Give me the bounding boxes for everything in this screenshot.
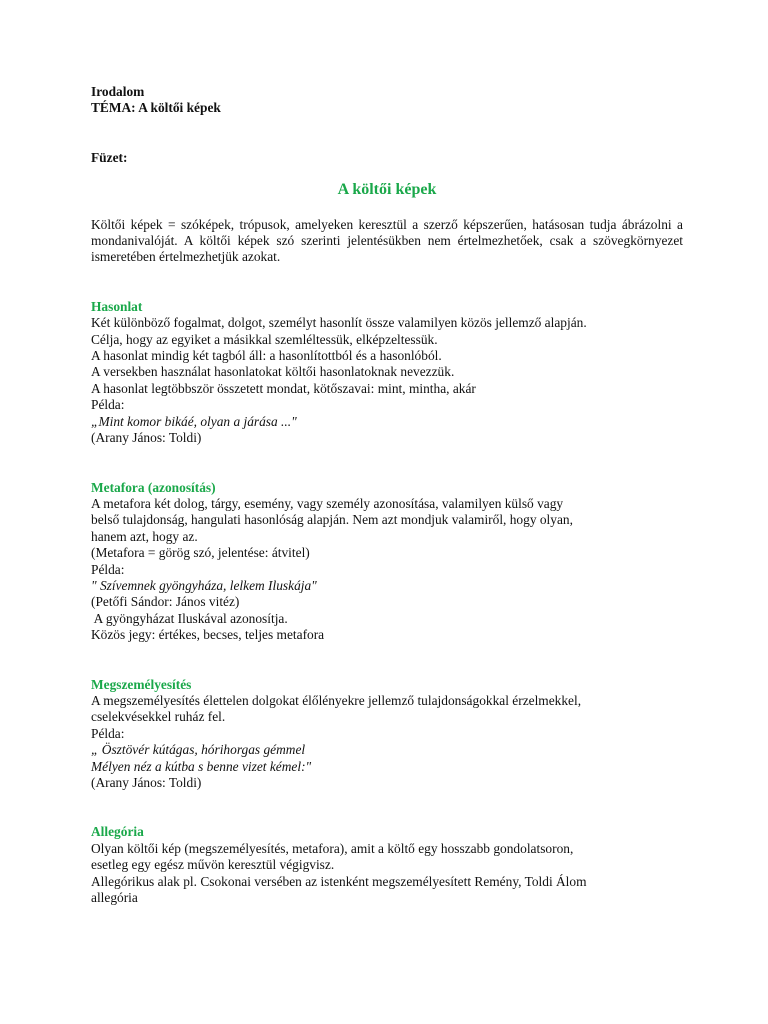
text-line: allegória — [91, 890, 138, 906]
quote-source: (Petőfi Sándor: János vitéz) — [91, 594, 240, 610]
text-line: A gyöngyházat Iluskával azonosítja. — [91, 610, 288, 626]
text-line: Célja, hogy az egyiket a másikkal szemléltessük, elképzeltessük. — [91, 331, 438, 347]
text-line: hanem azt, hogy az. — [91, 528, 198, 544]
spacer — [91, 117, 683, 150]
text-line: Allegórikus alak pl. Csokonai versében az istenként megszemélyesített Remény, Toldi Álom — [91, 873, 587, 889]
intro-paragraph: Költői képek = szóképek, trópusok, amelyeken keresztül a szerző képszerűen, hatásosan tudja ábrázolni a mondanivalóját. A költői képek szó szerinti jelentésükben nem értelmezhetőek, csak a szövegkörnyezet ismeretében értelmezhetjük azokat. — [91, 216, 683, 265]
quote-line: „Mint komor bikáé, olyan a járása ..." — [91, 413, 297, 429]
document-title: A költői képek — [337, 181, 437, 199]
text-line: A hasonlat mindig két tagból áll: a hasonlítottból és a hasonlóból. — [91, 348, 442, 364]
section-megszemelyesites — [91, 677, 683, 792]
quote-source: (Arany János: Toldi) — [91, 775, 202, 790]
example-label: Példa: — [91, 397, 125, 413]
quote-line: „ Ösztövér kútágas, hórihorgas gémmel — [91, 742, 306, 758]
example-label: Példa: — [91, 561, 125, 577]
section-heading: Megszemélyesítés — [91, 676, 192, 692]
section-metafora — [91, 480, 683, 644]
section-hasonlat — [91, 299, 683, 447]
text-line: Közös jegy: értékes, becses, teljes metafora — [91, 627, 325, 643]
notebook-label: Füzet: — [91, 149, 128, 165]
text-line: A metafora két dolog, tárgy, esemény, vagy személy azonosítása, valamilyen külső vagy — [91, 495, 564, 511]
text-line: Olyan költői kép (megszemélyesítés, metafora), amit a költő egy hosszabb gondolatsoron, — [91, 840, 574, 856]
text-line: A versekben használat hasonlatokat költői hasonlatoknak nevezzük. — [91, 364, 455, 380]
section-allegoria — [91, 824, 683, 906]
text-line: belső tulajdonság, hangulati hasonlóság alapján. Nem azt mondjuk valamiről, hogy olyan, — [91, 512, 573, 528]
text-line: A hasonlat legtöbbször összetett mondat, kötőszavai: mint, mintha, akár — [91, 380, 476, 396]
text-line: (Metafora = görög szó, jelentése: átvitel) — [91, 545, 310, 561]
section-heading: Metafora (azonosítás) — [91, 479, 216, 495]
quote-line: " Szívemnek gyöngyháza, lelkem Iluskája" — [91, 577, 317, 593]
quote-source: (Arany János: Toldi) — [91, 430, 202, 446]
section-heading: Allegória — [91, 824, 144, 840]
topic-label: TÉMA: A költői képek — [91, 100, 221, 116]
quote-line: Mélyen néz a kútba s benne vizet kémel:" — [91, 758, 312, 774]
subject-label: Irodalom — [91, 84, 145, 99]
section-heading: Hasonlat — [91, 298, 143, 314]
text-line: Két különböző fogalmat, dolgot, személyt hasonlít össze valamilyen közös jellemző alapján. — [91, 315, 587, 331]
text-line: esetleg egy egész művön keresztül végigvisz. — [91, 857, 335, 873]
document-page — [91, 84, 683, 906]
text-line: A megszemélyesítés élettelen dolgokat élőlényekre jellemző tulajdonságokkal érzelmekkel, — [91, 692, 582, 708]
text-line: cselekvésekkel ruház fel. — [91, 709, 226, 725]
example-label: Példa: — [91, 725, 125, 741]
